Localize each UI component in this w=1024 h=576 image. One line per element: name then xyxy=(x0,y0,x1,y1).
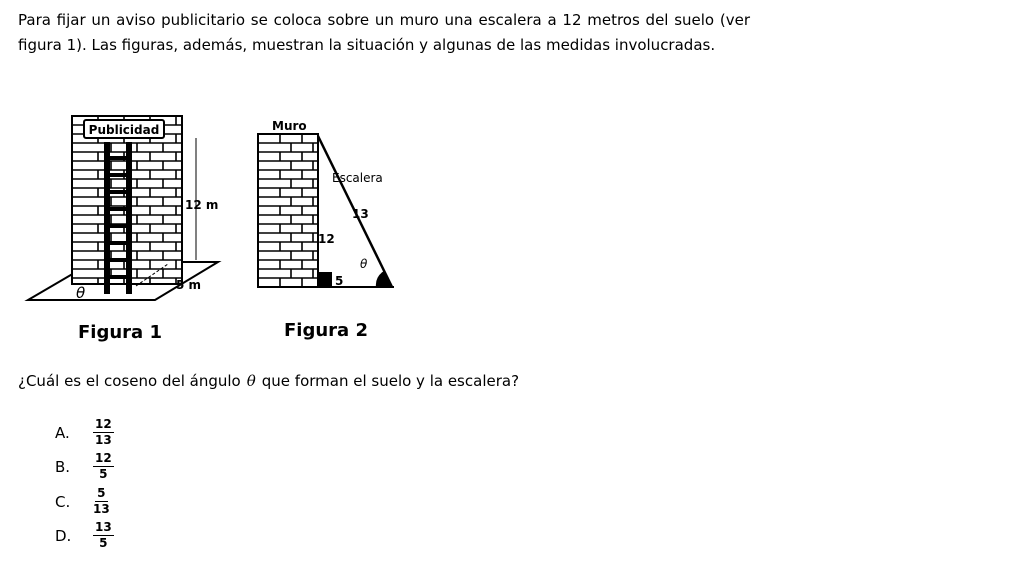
figure-2 xyxy=(248,112,408,302)
hypotenuse-label: 13 xyxy=(352,207,369,221)
option-fraction xyxy=(93,418,114,447)
numerator: 12 xyxy=(95,417,112,431)
problem-statement: Para fijar un aviso publicitario se coloca sobre un muro una escalera a 12 metros del suelo (ver figura 1). Las figuras, además, muestran la situación y algunas de las medidas involucradas. xyxy=(18,11,750,54)
angle-theta-label: θ xyxy=(360,257,368,271)
question-text xyxy=(18,372,519,390)
option-letter: C. xyxy=(55,492,71,511)
wall-label: Muro xyxy=(272,119,307,133)
denominator: 13 xyxy=(95,433,112,447)
figure-2-caption: Figura 2 xyxy=(284,320,368,341)
figure-1-caption: Figura 1 xyxy=(78,322,162,343)
sign-label: Publicidad xyxy=(88,123,160,137)
height-label: 12 m xyxy=(185,198,219,212)
option-a[interactable] xyxy=(55,418,114,447)
angle-theta-label: θ xyxy=(76,284,86,302)
height-label: 12 xyxy=(318,232,335,246)
angle-arc xyxy=(376,271,392,287)
ladder-label: Escalera xyxy=(332,171,383,185)
numerator: 13 xyxy=(95,520,112,534)
option-fraction xyxy=(93,487,110,516)
numerator: 12 xyxy=(95,451,112,465)
theta-symbol: θ xyxy=(246,372,256,390)
option-b[interactable] xyxy=(55,452,114,481)
option-letter: A. xyxy=(55,423,70,442)
base-label: 5 xyxy=(335,274,344,288)
numerator: 5 xyxy=(97,486,106,500)
option-c[interactable] xyxy=(55,487,110,516)
base-label: 5 m xyxy=(176,278,202,292)
option-fraction xyxy=(93,521,114,550)
option-letter: B. xyxy=(55,457,71,476)
denominator: 5 xyxy=(99,536,108,550)
option-fraction xyxy=(93,452,114,481)
right-angle-marker xyxy=(318,272,332,287)
brick-wall xyxy=(258,134,318,287)
denominator: 5 xyxy=(99,467,108,481)
sign-board xyxy=(84,120,164,138)
question-after: que forman el suelo y la escalera? xyxy=(261,372,520,390)
figure-1 xyxy=(18,112,233,307)
denominator: 13 xyxy=(93,502,110,516)
height-dimension xyxy=(185,138,218,260)
option-letter: D. xyxy=(55,526,72,545)
question-before: ¿Cuál es el coseno del ángulo xyxy=(18,372,241,390)
option-d[interactable] xyxy=(55,521,114,550)
